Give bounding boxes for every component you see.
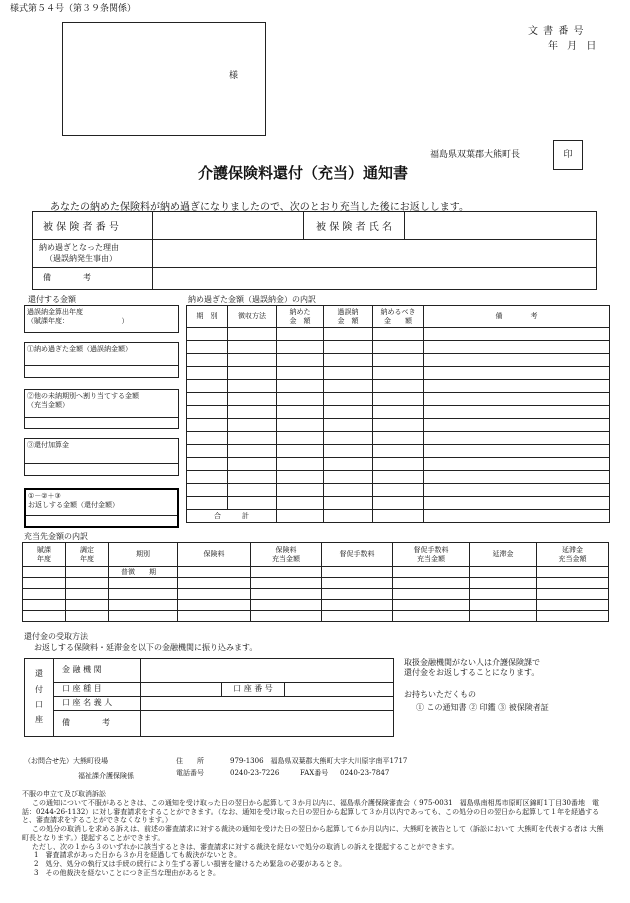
allocation-cell [178,567,251,578]
overpaid-cell [373,393,424,406]
seal-box: 印 [553,140,583,170]
overpaid-cell [187,497,228,510]
overpaid-header: 納めた 金 額 [277,306,324,328]
bring-items-label: お持ちいただくもの [404,690,476,699]
overpaid-cell [324,406,373,419]
overpaid-cell [228,419,277,432]
overpaid-cell [187,380,228,393]
allocation-cell [251,589,322,600]
overpaid-row [187,367,610,380]
allocation-cell [66,567,109,578]
document-number-label: 文 書 番 号 [528,26,585,37]
overpaid-cell [424,380,610,393]
overpaid-cell [228,341,277,354]
date-label: 年 月 日 [548,41,597,52]
refund-interest-box: ③還付加算金 [24,438,179,476]
overpaid-cell [424,445,610,458]
overpaid-cell [187,354,228,367]
overpaid-cell [324,367,373,380]
allocation-cell [109,578,178,589]
appeal-title: 不服の申立て及び取消訴訟 [22,790,106,798]
contact-fax-label: FAX番号 [300,769,329,777]
overpaid-row [187,328,610,341]
allocation-cell [23,567,66,578]
overpaid-cell [424,367,610,380]
overpaid-row [187,380,610,393]
allocation-row [23,611,609,622]
allocation-header: 延滞金 充当金額 [537,543,609,567]
overpaid-cell [187,393,228,406]
overpaid-cell [277,419,324,432]
overpaid-section-label: 納め過ぎた金額（過誤納金）の内訳 [188,295,316,304]
allocation-row [23,589,609,600]
allocation-cell [393,611,470,622]
overpaid-cell [228,393,277,406]
overpaid-row [187,419,610,432]
allocation-cell [537,600,609,611]
overpaid-cell [277,445,324,458]
overpaid-cell [187,458,228,471]
allocation-header: 期別 [109,543,178,567]
allocation-cell [322,600,393,611]
overpaid-cell [187,471,228,484]
overpaid-row [187,445,610,458]
overpaid-cell [324,445,373,458]
overpaid-cell [324,458,373,471]
overpaid-cell [187,484,228,497]
overpaid-cell [277,432,324,445]
contact-department: 福祉課介護保険係 [78,772,134,780]
account-number-value [285,683,394,697]
overpaid-cell [324,328,373,341]
insured-name-label: 被 保 険 者 氏 名 [304,212,405,240]
overpaid-cell [277,354,324,367]
overpaid-cell [228,432,277,445]
overpaid-cell [228,354,277,367]
bank-label: 金 融 機 関 [54,659,141,683]
overpaid-cell [424,432,610,445]
allocation-cell [251,578,322,589]
appeal-paragraph-2: この処分の取消しを求める訴えは、前述の審査請求に対する裁決の通知を受けた日の翌日から起算して６か月以内に、大熊町を被告として（訴訟において 大熊町を代表する者は 大熊町長となります。）提起することができます。 [22,825,604,842]
insured-remarks-label: 備 考 [33,268,153,290]
contact-address: 979-1306 福島県双葉郡大熊町大字大川原字南平1717 [230,757,408,765]
allocation-header: 延滞金 [470,543,537,567]
allocated-amount-box: ②他の未納期別へ割り当てする金額 （充当金額） [24,389,179,429]
overpaid-cell [324,341,373,354]
allocation-cell [251,611,322,622]
overpaid-cell [277,406,324,419]
overpaid-row [187,393,610,406]
issuer-name: 福島県双葉郡大熊町長 [430,150,521,160]
overpaid-header-row [187,306,610,328]
contact-fax: 0240-23-7847 [340,769,390,777]
overpaid-cell [373,341,424,354]
allocation-cell [470,600,537,611]
allocation-section-label: 充当先金額の内訳 [24,532,88,541]
overpaid-total-label: 合 計 [187,510,277,523]
allocation-cell [109,589,178,600]
overpaid-table [186,305,610,523]
overpaid-cell [324,354,373,367]
allocation-table [22,542,609,622]
overpaid-cell [187,445,228,458]
overpaid-header: 過誤納 金 額 [324,306,373,328]
insured-name-value [405,212,597,240]
allocation-header: 賦課 年度 [23,543,66,567]
allocation-cell [23,589,66,600]
overpaid-cell [373,380,424,393]
allocation-cell [393,578,470,589]
allocation-cell [393,589,470,600]
account-table [24,658,394,737]
overpaid-cell [324,471,373,484]
overpaid-cell [187,432,228,445]
overpaid-row [187,432,610,445]
refund-section-label: 還付する金額 [28,295,76,304]
overpaid-cell [324,484,373,497]
overpaid-cell [373,328,424,341]
overpaid-cell [324,432,373,445]
insured-remarks-value [153,268,597,290]
appeal-item: 1 審査請求があった日から３か月を経過しても裁決がないとき。 [34,851,242,860]
page-title: 介護保険料還付（充当）通知書 [198,164,409,182]
allocation-cell [66,611,109,622]
allocation-cell [322,611,393,622]
overpaid-cell [424,354,610,367]
account-remarks-value [141,711,394,737]
allocation-cell [23,578,66,589]
overpaid-amount-box: ①納め過ぎた金額（過誤納金額） [24,342,179,378]
allocation-header: 保険料 充当金額 [251,543,322,567]
allocation-cell [66,600,109,611]
appeal-item: 2 処分、処分の執行又は手続の続行により生ずる著しい損害を避けるため緊急の必要があるとき。 [34,860,347,868]
overpaid-cell [277,393,324,406]
overpaid-cell [277,367,324,380]
allocation-cell [109,600,178,611]
overpaid-cell [373,419,424,432]
overpaid-cell [373,406,424,419]
overpaid-cell [424,406,610,419]
allocation-cell [178,578,251,589]
overpaid-cell [424,497,610,510]
overpaid-cell [277,458,324,471]
overpaid-cell [324,380,373,393]
overpaid-row [187,341,610,354]
overpaid-cell [228,484,277,497]
overpaid-row [187,458,610,471]
allocation-cell: 普徴 期 [109,567,178,578]
allocation-cell [393,600,470,611]
overpaid-cell [277,380,324,393]
contact-office: （お問合せ先）大熊町役場 [24,757,108,765]
overpaid-cell [373,497,424,510]
overpaid-cell [277,497,324,510]
overpaid-cell [373,432,424,445]
receipt-section-label: 還付金の受取方法 [24,632,88,641]
overpaid-header: 納めるべき 金 額 [373,306,424,328]
overpaid-row [187,497,610,510]
account-type-label: 口 座 種 目 [54,683,141,697]
allocation-cell [322,578,393,589]
overpaid-cell [277,341,324,354]
allocation-cell [66,578,109,589]
overpaid-cell [373,471,424,484]
account-type-value [141,683,222,697]
allocation-cell [178,611,251,622]
overpaid-cell [424,484,610,497]
account-holder-label: 口 座 名 義 人 [54,697,141,711]
overpaid-total-row [187,510,610,523]
overpaid-cell [424,393,610,406]
overpaid-cell [424,341,610,354]
insured-info-table [32,211,597,290]
overpaid-header: 備 考 [424,306,610,328]
address-window [62,22,266,136]
overpaid-cell [228,328,277,341]
allocation-header: 督促手数料 充当金額 [393,543,470,567]
allocation-header: 調定 年度 [66,543,109,567]
overpaid-cell [324,497,373,510]
allocation-cell [251,567,322,578]
allocation-row [23,600,609,611]
overpaid-cell [324,393,373,406]
allocation-cell [23,611,66,622]
contact-phone: 0240-23-7226 [230,769,280,777]
overpaid-cell [373,367,424,380]
reason-value [153,240,597,268]
allocation-header-row [23,543,609,567]
account-number-label: 口 座 番 号 [222,683,285,697]
account-remarks-label: 備 考 [54,711,141,737]
overpaid-header: 期 別 [187,306,228,328]
allocation-cell [393,567,470,578]
base-year-box: 過誤納金算出年度 （賦課年度： ） [24,305,179,333]
overpaid-row [187,471,610,484]
overpaid-cell [228,380,277,393]
overpaid-cell [324,419,373,432]
allocation-cell [470,589,537,600]
overpaid-cell [228,367,277,380]
allocation-row [23,567,609,578]
overpaid-cell [373,458,424,471]
allocation-cell [66,589,109,600]
contact-address-label: 住 所 [176,757,204,765]
addressee-honorific: 様 [229,71,239,81]
appeal-notice [22,790,610,878]
overpaid-cell [187,406,228,419]
allocation-row [23,578,609,589]
overpaid-cell [228,445,277,458]
allocation-cell [178,589,251,600]
overpaid-cell [187,419,228,432]
overpaid-cell [228,471,277,484]
overpaid-cell [373,484,424,497]
overpaid-row [187,484,610,497]
allocation-cell [537,567,609,578]
allocation-header: 保険料 [178,543,251,567]
overpaid-cell [277,471,324,484]
overpaid-cell [277,484,324,497]
allocation-cell [537,611,609,622]
allocation-cell [23,600,66,611]
form-number: 様式第５４号（第３９条関係） [10,4,137,14]
allocation-cell [470,611,537,622]
overpaid-cell [424,471,610,484]
contact-phone-label: 電話番号 [176,769,204,777]
insured-number-value [153,212,304,240]
allocation-header: 督促手数料 [322,543,393,567]
allocation-cell [322,567,393,578]
overpaid-cell [228,497,277,510]
account-side-label: 還 付 口 座 [25,659,54,737]
overpaid-cell [424,328,610,341]
overpaid-cell [187,367,228,380]
receipt-instruction: お返しする保険料・延滞金を以下の金融機関に振り込みます。 [34,643,258,652]
overpaid-row [187,354,610,367]
intro-text: あなたの納めた保険料が納め過ぎになりましたので、次のとおり充当した後にお返しします。 [50,202,469,213]
allocation-cell [109,611,178,622]
insured-number-label: 被 保 険 者 番 号 [33,212,153,240]
overpaid-cell [277,328,324,341]
no-bank-note: 取扱金融機関がない人は介護保険課で 還付金をお返しすることになります。 [404,658,540,678]
allocation-cell [537,578,609,589]
overpaid-header: 徴収方法 [228,306,277,328]
allocation-cell [178,600,251,611]
overpaid-cell [373,354,424,367]
bank-value [141,659,394,683]
overpaid-cell [228,406,277,419]
account-holder-value [141,697,394,711]
overpaid-row [187,406,610,419]
overpaid-cell [424,419,610,432]
overpaid-cell [228,458,277,471]
appeal-paragraph-1: この通知について不服があるときは、この通知を受け取った日の翌日から起算して３か月以内に、福島県介護保険審査会（ 975-0031 福島県南相馬市原町区錦町1丁目30番地 電話：0244-26-1132）に対し審査請求をすることができます。（なお、通知を受け取った日の翌日から起算して３か月以内であっても、この処分の日の翌日から起算して１年を経過すると、審査請求をすることができなくなります。） [22,798,600,825]
allocation-cell [470,567,537,578]
overpaid-cell [424,458,610,471]
overpaid-cell [373,445,424,458]
allocation-cell [537,589,609,600]
allocation-cell [251,600,322,611]
reason-label: 納め過ぎとなった理由 （過誤納発生事由） [33,240,153,268]
appeal-item: 3 その他裁決を経ないことにつき正当な理由があるとき。 [34,868,221,877]
appeal-paragraph-3: ただし、次の１から３のいずれかに該当するときは、審査請求に対する裁決を経ないで処分の取消しの訴えを提起することができます。 [32,842,459,851]
allocation-cell [322,589,393,600]
bring-items-list: ① この通知書 ② 印鑑 ③ 被保険者証 [416,703,549,712]
refund-total-box: ①－②＋③ お返しする金額（還付金額） [24,488,179,528]
allocation-cell [470,578,537,589]
overpaid-cell [187,328,228,341]
overpaid-cell [187,341,228,354]
